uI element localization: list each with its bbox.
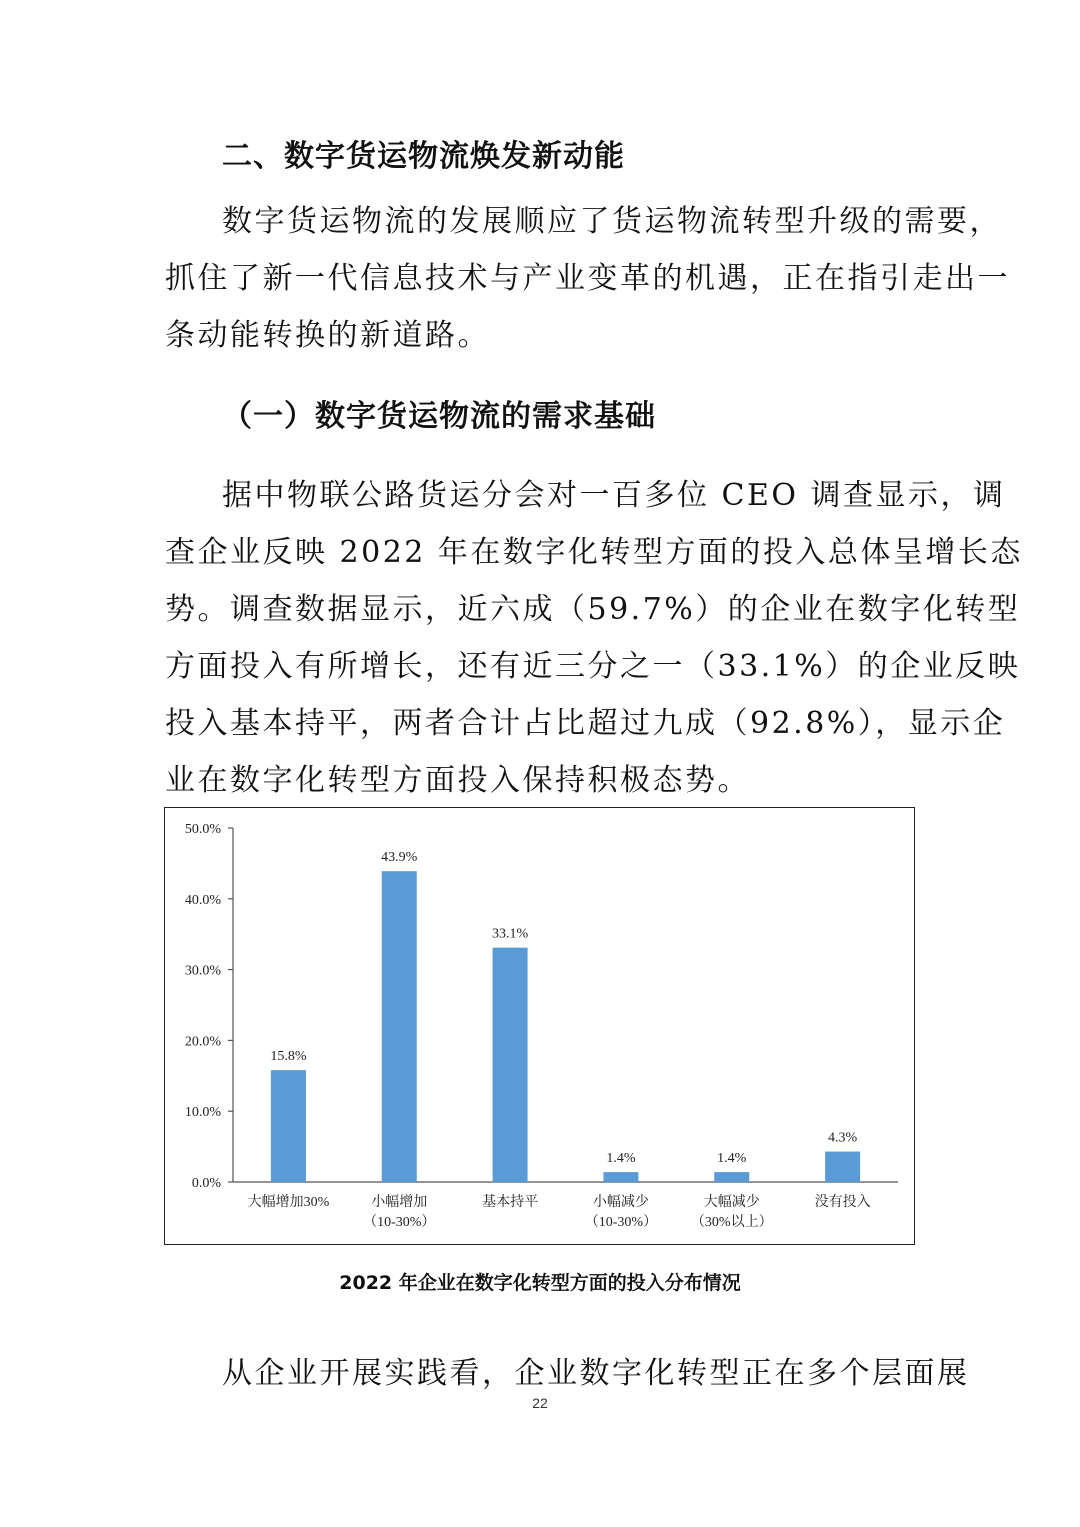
bar-chart: [165, 808, 913, 1243]
x-tick-label: 小幅增加: [371, 1195, 428, 1210]
y-tick-label: 50.0%: [184, 822, 221, 837]
x-tick-label: 基本持平: [482, 1195, 539, 1210]
subsection-heading: （一）数字货运物流的需求基础: [222, 399, 656, 434]
chart-caption: 2022 年企业在数字化转型方面的投入分布情况: [339, 1272, 741, 1294]
data-label: 33.1%: [491, 926, 529, 942]
body-line: 投入基本持平，两者合计占比超过九成（92.8%），显示企: [165, 706, 1006, 741]
bar: [382, 871, 417, 1182]
body-line: 势。调查数据显示，近六成（59.7%）的企业在数字化转型: [165, 592, 1021, 627]
section-heading: 二、数字货运物流焕发新动能: [222, 139, 625, 174]
intro-line: 抓住了新一代信息技术与产业变革的机遇，正在指引走出一: [165, 261, 1010, 296]
bar: [714, 1172, 749, 1182]
x-tick-label: 大幅增加30%: [247, 1195, 330, 1210]
y-tick-label: 0.0%: [191, 1176, 221, 1191]
data-label: 1.4%: [717, 1151, 747, 1167]
x-tick-label: 没有投入: [814, 1195, 871, 1210]
y-tick-label: 40.0%: [184, 892, 221, 908]
data-label: 1.4%: [606, 1151, 636, 1167]
bar: [603, 1172, 638, 1182]
body-line: 业在数字化转型方面投入保持积极态势。: [165, 763, 750, 798]
bar: [271, 1070, 306, 1182]
intro-line: 条动能转换的新道路。: [165, 318, 490, 353]
page-number: 22: [532, 1395, 548, 1411]
x-tick-label: （10-30%）: [363, 1215, 436, 1230]
data-label: 43.9%: [381, 850, 418, 866]
intro-line: 数字货运物流的发展顺应了货运物流转型升级的需要，: [222, 204, 1002, 239]
x-tick-label: 小幅减少: [592, 1195, 649, 1210]
x-tick-label: 大幅减少: [703, 1195, 760, 1210]
y-tick-label: 10.0%: [184, 1105, 221, 1121]
x-tick-label: （10-30%）: [584, 1215, 658, 1230]
data-label: 15.8%: [270, 1049, 307, 1065]
body-line: 据中物联公路货运分会对一百多位 CEO 调查显示，调: [222, 478, 1006, 513]
bar-chart-frame: [164, 807, 915, 1245]
y-tick-label: 20.0%: [184, 1034, 221, 1050]
body-line: 方面投入有所增长，还有近三分之一（33.1%）的企业反映: [165, 649, 1021, 684]
bar: [825, 1152, 860, 1182]
data-label: 4.3%: [827, 1130, 858, 1146]
x-tick-label: （30%以上）: [690, 1215, 773, 1230]
y-tick-label: 30.0%: [184, 963, 221, 979]
body-line: 查企业反映 2022 年在数字化转型方面的投入总体呈增长态: [165, 535, 1023, 570]
closing-line: 从企业开展实践看，企业数字化转型正在多个层面展: [222, 1356, 970, 1391]
bar: [493, 948, 528, 1182]
